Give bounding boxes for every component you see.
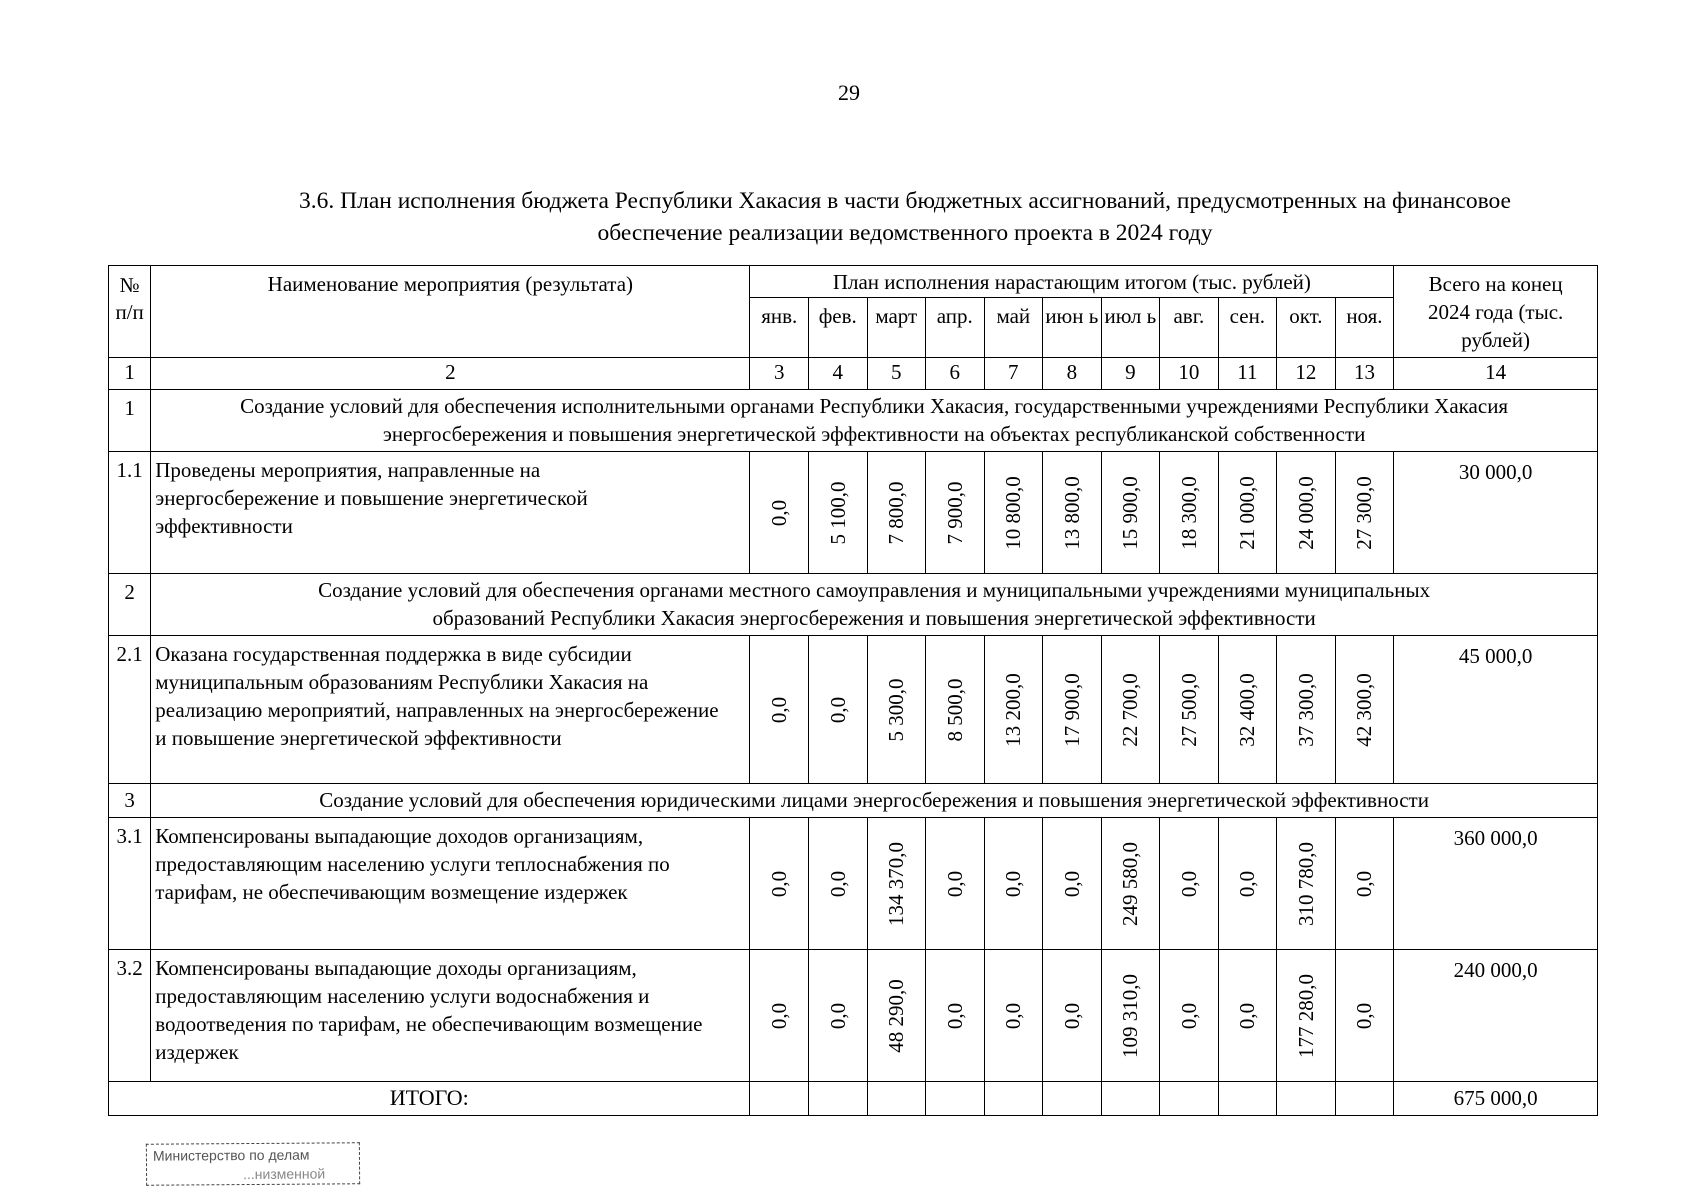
value-text: 7 900,0 — [942, 481, 967, 544]
empty-cell — [926, 1082, 985, 1116]
value-cell — [1101, 950, 1160, 1082]
header-month: янв. — [750, 298, 809, 358]
value-cell — [1277, 452, 1336, 574]
value-text: 27 500,0 — [1176, 672, 1201, 747]
header-num: № п/п — [109, 266, 151, 358]
value-text: 0,0 — [1176, 870, 1201, 897]
value-text: 177 280,0 — [1293, 973, 1318, 1058]
value-text: 13 200,0 — [1001, 672, 1026, 747]
page-number: 29 — [838, 80, 860, 105]
value-cell — [1335, 636, 1394, 784]
col-number: 3 — [750, 358, 809, 390]
section-title: Создание условий для обеспечения юридическими лицами энергосбережения и повышения энергетической эффективности — [151, 784, 1598, 818]
value-text: 7 800,0 — [884, 481, 909, 544]
value-text: 0,0 — [1001, 1002, 1026, 1029]
value-cell — [1043, 636, 1102, 784]
section-number: 3 — [109, 784, 151, 818]
section-title: Создание условий для обеспечения исполнительными органами Республики Хакасия, государственными учреждениями Республики Хакасия энергосбережения и повышения энергетической эффективности на объектах республиканской собственности — [151, 390, 1598, 452]
value-cell — [1335, 452, 1394, 574]
value-cell — [984, 636, 1043, 784]
registration-stamp — [146, 1142, 360, 1185]
value-text: 15 900,0 — [1118, 475, 1143, 550]
value-text: 27 300,0 — [1352, 475, 1377, 550]
value-text: 10 800,0 — [1001, 475, 1026, 550]
header-month: авг. — [1160, 298, 1219, 358]
value-cell — [1101, 452, 1160, 574]
value-text: 0,0 — [1001, 870, 1026, 897]
col-number: 13 — [1335, 358, 1394, 390]
value-cell — [809, 636, 868, 784]
value-cell — [867, 452, 926, 574]
empty-cell — [984, 1082, 1043, 1116]
header-month: март — [867, 298, 926, 358]
empty-cell — [1160, 1082, 1219, 1116]
table-row — [109, 950, 1598, 1082]
row-name: Оказана государственная поддержка в виде субсидии муниципальным образованиям Республики Хакасия на реализацию мероприятий, направленных на энергосбережение и повышение энергетической эффективности — [151, 636, 750, 784]
value-text: 0,0 — [1176, 1002, 1201, 1029]
value-text: 22 700,0 — [1118, 672, 1143, 747]
col-number: 1 — [109, 358, 151, 390]
empty-cell — [1218, 1082, 1277, 1116]
col-number: 6 — [926, 358, 985, 390]
table-row — [109, 636, 1598, 784]
value-text: 0,0 — [1059, 870, 1084, 897]
empty-cell — [1101, 1082, 1160, 1116]
col-number: 14 — [1394, 358, 1598, 390]
value-cell — [1218, 950, 1277, 1082]
section-number: 2 — [109, 574, 151, 636]
value-text: 18 300,0 — [1176, 475, 1201, 550]
row-total: 30 000,0 — [1394, 452, 1598, 574]
value-cell — [1218, 452, 1277, 574]
title-line-2: обеспечение реализации ведомственного проекта в 2024 году — [597, 220, 1213, 246]
empty-cell — [750, 1082, 809, 1116]
value-cell — [984, 452, 1043, 574]
col-number: 12 — [1277, 358, 1336, 390]
value-text: 0,0 — [1352, 1002, 1377, 1029]
header-month: июн ь — [1043, 298, 1102, 358]
header-month: ноя. — [1335, 298, 1394, 358]
empty-cell — [1043, 1082, 1102, 1116]
value-text: 42 300,0 — [1352, 672, 1377, 747]
value-text: 249 580,0 — [1118, 841, 1143, 926]
empty-cell — [1335, 1082, 1394, 1116]
col-number: 4 — [809, 358, 868, 390]
stamp-line-1: Министерство по делам — [152, 1146, 310, 1164]
total-label: ИТОГО: — [109, 1082, 750, 1116]
value-text: 32 400,0 — [1235, 672, 1260, 747]
header-month: фев. — [809, 298, 868, 358]
header-month: сен. — [1218, 298, 1277, 358]
value-cell — [750, 452, 809, 574]
document-title — [210, 185, 1600, 249]
header-month: апр. — [926, 298, 985, 358]
section-title: Создание условий для обеспечения органами местного самоуправления и муниципальными учреждениями муниципальных образований Республики Хакасия энергосбережения и повышения энергетической эффективности — [151, 574, 1598, 636]
value-cell — [1160, 452, 1219, 574]
section-row — [109, 784, 1598, 818]
column-numbers-row — [109, 358, 1598, 390]
header-month: май — [984, 298, 1043, 358]
value-text: 21 000,0 — [1235, 475, 1260, 550]
value-text: 310 780,0 — [1293, 841, 1318, 926]
value-cell — [867, 950, 926, 1082]
row-name: Компенсированы выпадающие доходы организациям, предоставляющим населению услуги водоснабжения и водоотведения по тарифам, не обеспечивающим возмещение издержек — [151, 950, 750, 1082]
value-text: 0,0 — [767, 696, 792, 723]
row-number: 3.2 — [109, 950, 151, 1082]
value-text: 5 100,0 — [825, 481, 850, 544]
value-text: 0,0 — [767, 1002, 792, 1029]
value-cell — [1218, 818, 1277, 950]
value-cell — [926, 950, 985, 1082]
section-number: 1 — [109, 390, 151, 452]
table-row — [109, 818, 1598, 950]
value-text: 134 370,0 — [884, 841, 909, 926]
table-row — [109, 452, 1598, 574]
section-row — [109, 574, 1598, 636]
row-number: 1.1 — [109, 452, 151, 574]
value-text: 5 300,0 — [884, 678, 909, 741]
header-total: Всего на конец 2024 года (тыс. рублей) — [1394, 266, 1598, 358]
value-text: 0,0 — [1235, 870, 1260, 897]
value-cell — [926, 452, 985, 574]
value-cell — [1277, 636, 1336, 784]
value-text: 0,0 — [942, 1002, 967, 1029]
value-text: 24 000,0 — [1293, 475, 1318, 550]
value-cell — [1043, 818, 1102, 950]
value-cell — [1277, 950, 1336, 1082]
value-cell — [750, 818, 809, 950]
header-month: окт. — [1277, 298, 1336, 358]
section-row — [109, 390, 1598, 452]
col-number: 5 — [867, 358, 926, 390]
value-cell — [1335, 950, 1394, 1082]
value-cell — [750, 636, 809, 784]
value-cell — [926, 636, 985, 784]
value-cell — [867, 818, 926, 950]
value-text: 37 300,0 — [1293, 672, 1318, 747]
value-cell — [1160, 636, 1219, 784]
stamp-line-2: ...низменной — [243, 1165, 326, 1183]
value-text: 0,0 — [825, 696, 850, 723]
value-cell — [1160, 818, 1219, 950]
value-text: 0,0 — [1235, 1002, 1260, 1029]
col-number: 2 — [151, 358, 750, 390]
value-cell — [1277, 818, 1336, 950]
value-text: 0,0 — [942, 870, 967, 897]
header-name: Наименование мероприятия (результата) — [151, 266, 750, 358]
value-cell — [809, 950, 868, 1082]
col-number: 11 — [1218, 358, 1277, 390]
col-number: 10 — [1160, 358, 1219, 390]
empty-cell — [1277, 1082, 1336, 1116]
value-text: 109 310,0 — [1118, 973, 1143, 1058]
value-cell — [1043, 950, 1102, 1082]
value-cell — [750, 950, 809, 1082]
col-number: 9 — [1101, 358, 1160, 390]
empty-cell — [867, 1082, 926, 1116]
row-total: 45 000,0 — [1394, 636, 1598, 784]
row-number: 2.1 — [109, 636, 151, 784]
value-cell — [984, 950, 1043, 1082]
value-cell — [1101, 818, 1160, 950]
col-number: 7 — [984, 358, 1043, 390]
header-month: июл ь — [1101, 298, 1160, 358]
value-cell — [1218, 636, 1277, 784]
value-cell — [1335, 818, 1394, 950]
value-text: 0,0 — [1059, 1002, 1084, 1029]
value-cell — [867, 636, 926, 784]
value-text: 0,0 — [767, 499, 792, 526]
row-number: 3.1 — [109, 818, 151, 950]
col-number: 8 — [1043, 358, 1102, 390]
budget-plan-table — [108, 265, 1598, 1116]
value-text: 0,0 — [825, 1002, 850, 1029]
value-text: 13 800,0 — [1059, 475, 1084, 550]
value-text: 8 500,0 — [942, 678, 967, 741]
total-row — [109, 1082, 1598, 1116]
row-name: Компенсированы выпадающие доходов организациям, предоставляющим населению услуги теплоснабжения по тарифам, не обеспечивающим возмещение издержек — [151, 818, 750, 950]
row-total: 360 000,0 — [1394, 818, 1598, 950]
row-total: 240 000,0 — [1394, 950, 1598, 1082]
header-plan: План исполнения нарастающим итогом (тыс. рублей) — [750, 266, 1394, 298]
value-cell — [809, 452, 868, 574]
grand-total: 675 000,0 — [1394, 1082, 1598, 1116]
value-text: 0,0 — [825, 870, 850, 897]
value-text: 17 900,0 — [1059, 672, 1084, 747]
value-cell — [809, 818, 868, 950]
value-text: 0,0 — [767, 870, 792, 897]
title-line-1: 3.6. План исполнения бюджета Республики Хакасия в части бюджетных ассигнований, предусмотренных на финансовое — [299, 188, 1511, 214]
empty-cell — [809, 1082, 868, 1116]
value-text: 0,0 — [1352, 870, 1377, 897]
value-cell — [926, 818, 985, 950]
row-name: Проведены мероприятия, направленные на энергосбережение и повышение энергетической эффективности — [151, 452, 750, 574]
value-cell — [1043, 452, 1102, 574]
value-text: 48 290,0 — [884, 978, 909, 1053]
value-cell — [984, 818, 1043, 950]
value-cell — [1101, 636, 1160, 784]
value-cell — [1160, 950, 1219, 1082]
